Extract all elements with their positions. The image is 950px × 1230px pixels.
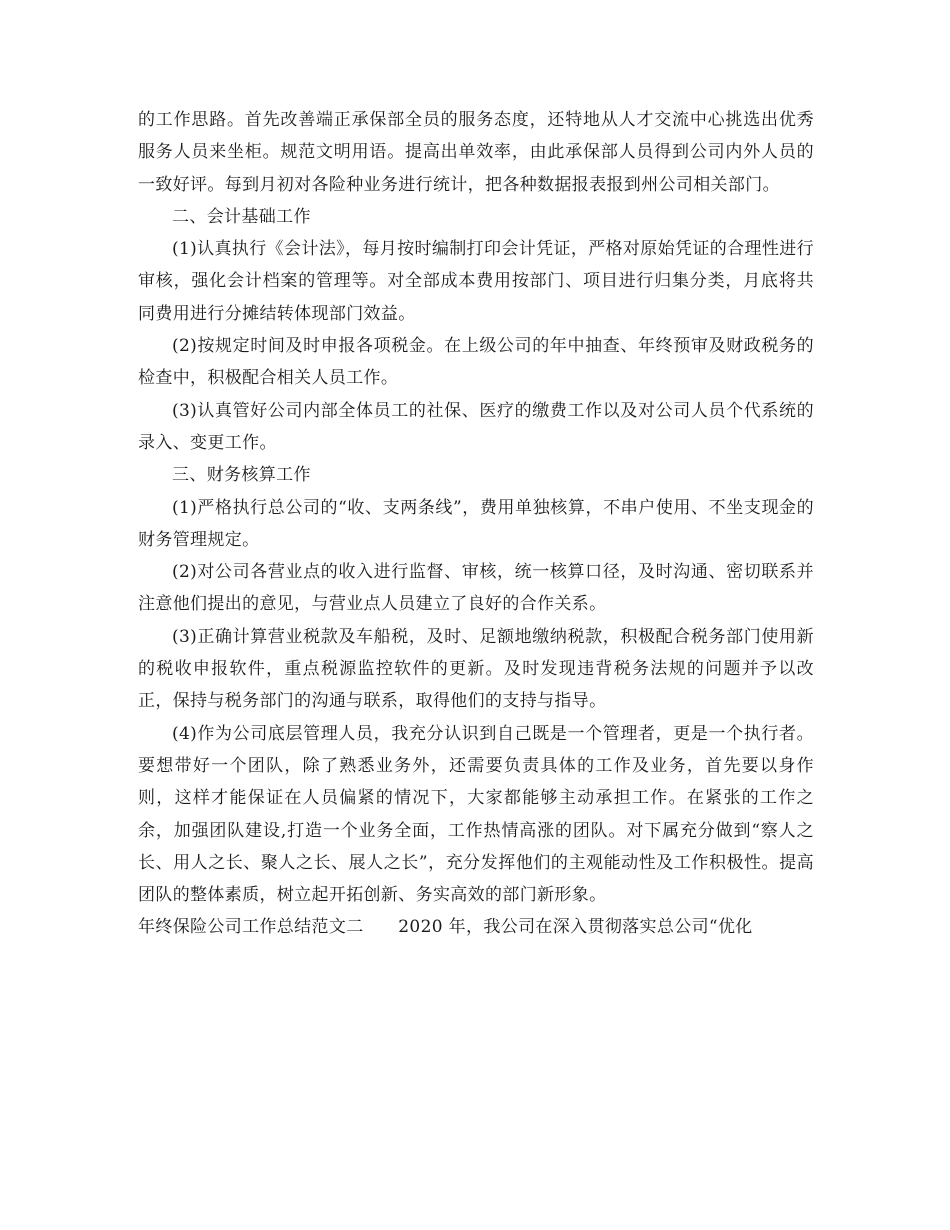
section-heading-3: 三、财务核算工作	[172, 465, 311, 486]
section-heading-2: 二、会计基础工作	[172, 206, 311, 227]
document-body	[138, 104, 814, 944]
closing-line: 年终保险公司工作总结范文二 2020 年，我公司在深入贯彻落实总公司“优化	[138, 917, 753, 938]
paragraph-3: (1)认真执行《会计法》，每月按时编制打印会计凭证，严格对原始凭证的合理性进行审核，强化会计档案的管理等。对全部成本费用按部门、项目进行归集分类，月底将共同费用进行分摊结转体现部门效益。	[138, 239, 814, 324]
paragraph-9: (3)正确计算营业税款及车船税，及时、足额地缴纳税款，积极配合税务部门使用新的税收申报软件，重点税源监控软件的更新。及时发现违背税务法规的问题并予以改正，保持与税务部门的沟通与联系，取得他们的支持与指导。	[138, 626, 814, 712]
paragraph-4: (2)按规定时间及时申报各项税金。在上级公司的年中抽查、年终预审及财政税务的检查中，积极配合相关人员工作。	[138, 336, 814, 389]
paragraph-5: (3)认真管好公司内部全体员工的社保、医疗的缴费工作以及对公司人员个代系统的录入、变更工作。	[138, 400, 814, 453]
paragraph-1: 的工作思路。首先改善端正承保部全员的服务态度，还特地从人才交流中心挑选出优秀服务人员来坐柜。规范文明用语。提高出单效率，由此承保部人员得到公司内外人员的一致好评。每到月初对各险种业务进行统计，把各种数据报表报到州公司相关部门。	[138, 110, 814, 195]
paragraph-7: (1)严格执行总公司的“收、支两条线”，费用单独核算，不串户使用、不坐支现金的财务管理规定。	[138, 497, 814, 550]
paragraph-8: (2)对公司各营业点的收入进行监督、审核，统一核算口径，及时沟通、密切联系并注意他们提出的意见，与营业点人员建立了良好的合作关系。	[138, 562, 814, 615]
paragraph-10: (4)作为公司底层管理人员，我充分认识到自己既是一个管理者，更是一个执行者。要想带好一个团队，除了熟悉业务外，还需要负责具体的工作及业务，首先要以身作则，这样才能保证在人员偏紧的情况下，大家都能够主动承担工作。在紧张的工作之余，加强团队建设,打造一个业务全面，工作热情高涨的团队。对下属充分做到“察人之长、用人之长、聚人之长、展人之长”，充分发挥他们的主观能动性及工作积极性。提高团队的整体素质，树立起开拓创新、务实高效的部门新形象。	[138, 723, 814, 906]
